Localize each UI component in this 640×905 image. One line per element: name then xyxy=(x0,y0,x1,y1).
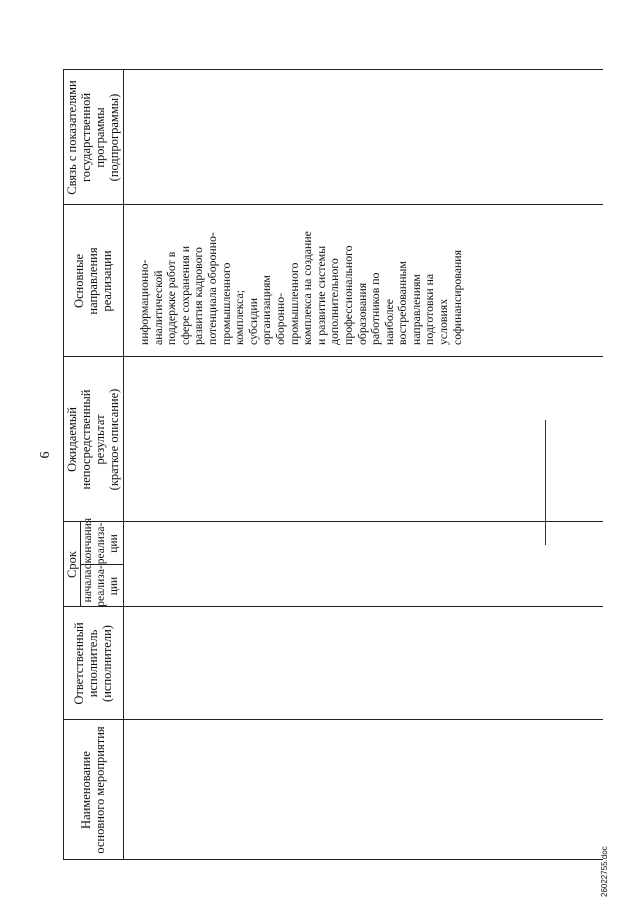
page-number: 6 xyxy=(38,451,53,459)
directions-cell-text: информационно- аналитической поддержке работ в сфере сохранения и развития кадрового потенциала оборонно- промышленного комплекса; субсидии организациям оборонно- промышленного комплекса на создание и развитие системы дополнительного профессионального образования работников по наиболее востребованным направлениям подготовки на условиях софинансирования xyxy=(137,231,464,345)
col-border-2 xyxy=(63,606,603,607)
col-border-6 xyxy=(63,204,603,205)
separator-line xyxy=(545,420,546,545)
document-code: 26022755.doc xyxy=(600,846,609,897)
col-border-7 xyxy=(63,69,603,70)
header-term: Срок xyxy=(64,551,79,578)
header-result: Ожидаемый непосредственный результат (краткое описание) xyxy=(65,388,121,491)
col-border-5 xyxy=(63,356,603,357)
header-term-end: окончания реализа- ции xyxy=(82,517,120,570)
col-border-1 xyxy=(63,719,603,720)
header-executor: Ответственный исполнитель (исполнители) xyxy=(72,622,114,705)
col-border-4 xyxy=(63,521,603,522)
header-bottom-border xyxy=(123,70,124,860)
col-border-0 xyxy=(63,859,603,860)
header-directions: Основные направления реализации xyxy=(72,247,114,315)
header-measure-name: Наименование основного мероприятия xyxy=(79,726,107,854)
header-term-start: начала реализа- ции xyxy=(82,565,120,607)
header-link: Связь с показателями государственной программы (подпрограммы) xyxy=(65,80,121,195)
